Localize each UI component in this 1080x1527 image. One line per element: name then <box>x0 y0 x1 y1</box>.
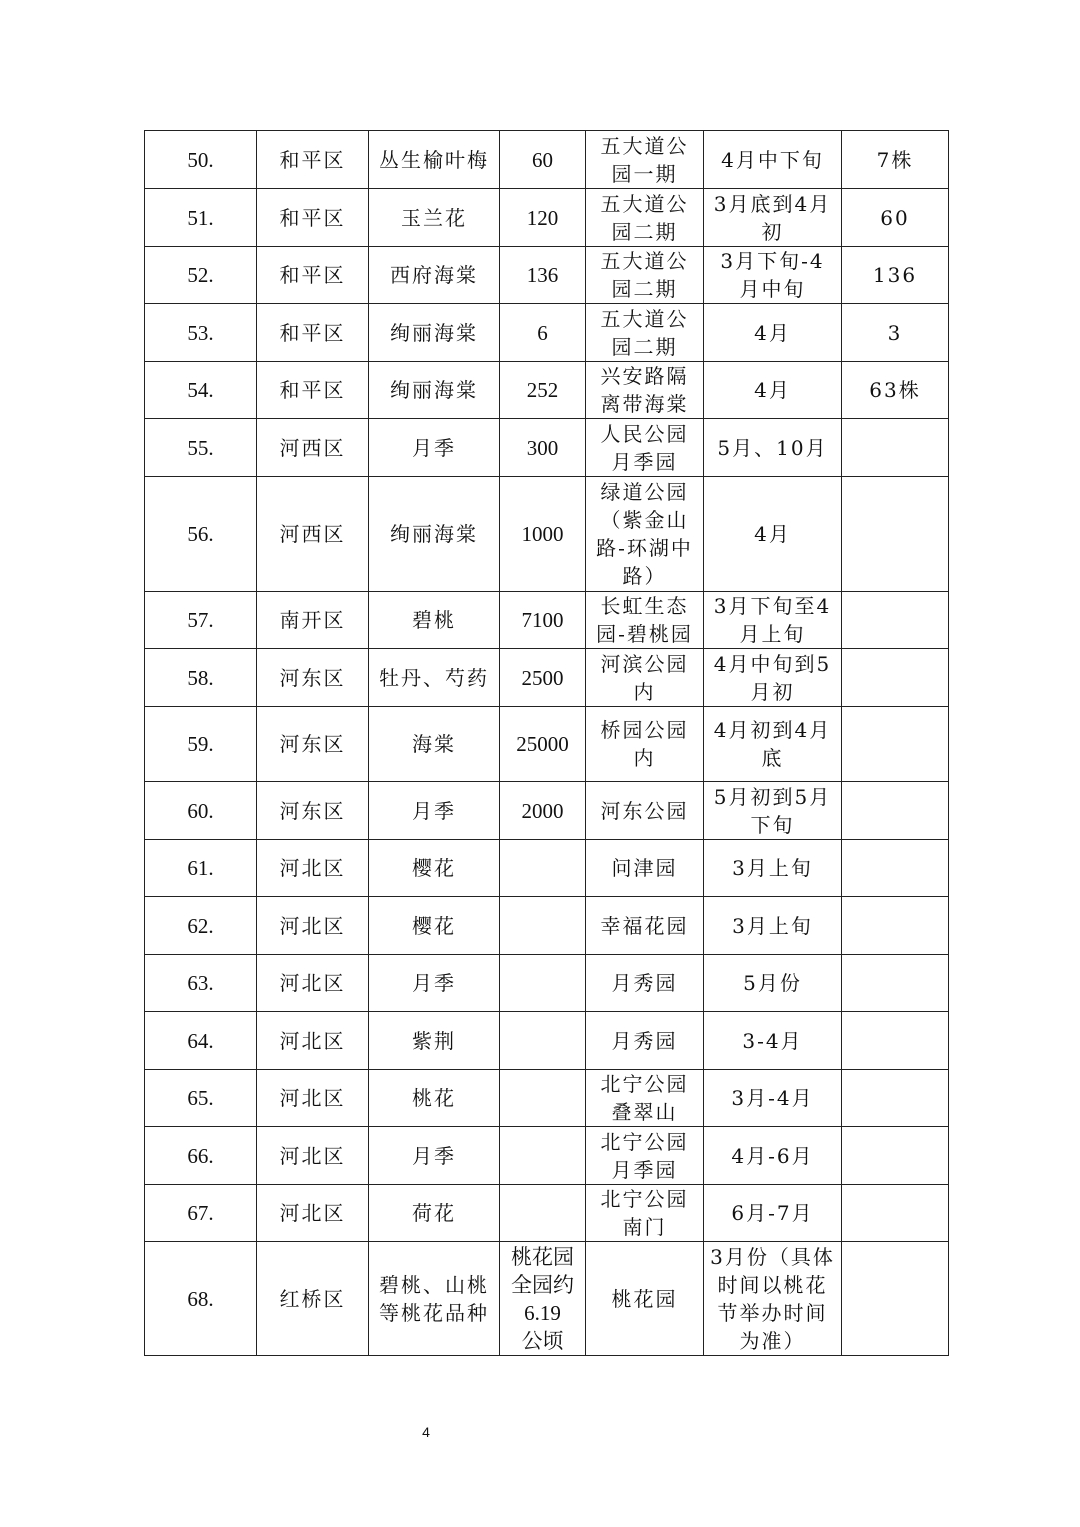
cell-note <box>842 1242 949 1356</box>
cell-qty <box>500 840 586 897</box>
cell-period: 3月上旬 <box>704 897 842 955</box>
cell-period: 3月-4月 <box>704 1070 842 1127</box>
cell-note <box>842 649 949 707</box>
table-row <box>145 840 949 897</box>
cell-no: 67. <box>145 1185 257 1242</box>
cell-location: 长虹生态 园-碧桃园 <box>586 592 704 649</box>
cell-district: 河北区 <box>257 897 369 955</box>
table-row <box>145 955 949 1012</box>
cell-location: 兴安路隔 离带海棠 <box>586 362 704 419</box>
cell-note <box>842 1127 949 1185</box>
cell-note <box>842 707 949 782</box>
cell-flower: 牡丹、芍药 <box>369 649 500 707</box>
cell-location: 五大道公 园二期 <box>586 247 704 304</box>
cell-district: 河东区 <box>257 707 369 782</box>
cell-flower: 樱花 <box>369 897 500 955</box>
cell-flower: 月季 <box>369 419 500 477</box>
cell-location: 五大道公 园二期 <box>586 304 704 362</box>
cell-district: 和平区 <box>257 247 369 304</box>
cell-flower: 紫荆 <box>369 1012 500 1070</box>
cell-period: 4月初到4月 底 <box>704 707 842 782</box>
table-row <box>145 1012 949 1070</box>
cell-district: 河北区 <box>257 955 369 1012</box>
cell-district: 河东区 <box>257 782 369 840</box>
cell-qty: 2500 <box>500 649 586 707</box>
cell-no: 65. <box>145 1070 257 1127</box>
cell-qty: 2000 <box>500 782 586 840</box>
cell-no: 61. <box>145 840 257 897</box>
table-row <box>145 419 949 477</box>
table-row <box>145 247 949 304</box>
table-row <box>145 189 949 247</box>
cell-period: 3月底到4月 初 <box>704 189 842 247</box>
cell-no: 56. <box>145 477 257 592</box>
cell-district: 和平区 <box>257 362 369 419</box>
cell-flower: 樱花 <box>369 840 500 897</box>
cell-district: 河北区 <box>257 840 369 897</box>
cell-note <box>842 955 949 1012</box>
cell-qty: 252 <box>500 362 586 419</box>
cell-no: 62. <box>145 897 257 955</box>
cell-flower: 西府海棠 <box>369 247 500 304</box>
cell-period: 5月、10月 <box>704 419 842 477</box>
page-number: 4 <box>422 1424 430 1440</box>
cell-qty: 6 <box>500 304 586 362</box>
cell-qty: 桃花园 全园约 6.19 公顷 <box>500 1242 586 1356</box>
table-row <box>145 649 949 707</box>
cell-note: 63株 <box>842 362 949 419</box>
cell-qty: 7100 <box>500 592 586 649</box>
cell-district: 河西区 <box>257 477 369 592</box>
cell-district: 河北区 <box>257 1012 369 1070</box>
cell-district: 和平区 <box>257 304 369 362</box>
table-row <box>145 477 949 592</box>
cell-flower: 绚丽海棠 <box>369 304 500 362</box>
cell-period: 6月-7月 <box>704 1185 842 1242</box>
cell-location: 幸福花园 <box>586 897 704 955</box>
table-row <box>145 1070 949 1127</box>
cell-location: 人民公园 月季园 <box>586 419 704 477</box>
cell-note: 60 <box>842 189 949 247</box>
cell-location: 五大道公 园一期 <box>586 131 704 189</box>
cell-qty <box>500 1070 586 1127</box>
cell-location: 五大道公 园二期 <box>586 189 704 247</box>
cell-flower: 碧桃 <box>369 592 500 649</box>
cell-no: 54. <box>145 362 257 419</box>
cell-period: 4月 <box>704 362 842 419</box>
cell-no: 53. <box>145 304 257 362</box>
cell-qty <box>500 1127 586 1185</box>
cell-location: 河滨公园 内 <box>586 649 704 707</box>
table-row <box>145 1242 949 1356</box>
cell-location: 月秀园 <box>586 955 704 1012</box>
cell-qty: 136 <box>500 247 586 304</box>
cell-flower: 桃花 <box>369 1070 500 1127</box>
cell-period: 5月份 <box>704 955 842 1012</box>
cell-no: 55. <box>145 419 257 477</box>
cell-no: 52. <box>145 247 257 304</box>
cell-period: 4月 <box>704 477 842 592</box>
cell-location: 桥园公园 内 <box>586 707 704 782</box>
cell-district: 河北区 <box>257 1070 369 1127</box>
cell-location: 绿道公园 （紫金山 路-环湖中 路） <box>586 477 704 592</box>
cell-no: 63. <box>145 955 257 1012</box>
cell-qty: 60 <box>500 131 586 189</box>
cell-note <box>842 782 949 840</box>
cell-flower: 绚丽海棠 <box>369 362 500 419</box>
cell-district: 和平区 <box>257 189 369 247</box>
cell-period: 3-4月 <box>704 1012 842 1070</box>
cell-location: 桃花园 <box>586 1242 704 1356</box>
table-row <box>145 782 949 840</box>
cell-period: 4月 <box>704 304 842 362</box>
cell-location: 月秀园 <box>586 1012 704 1070</box>
cell-qty: 300 <box>500 419 586 477</box>
cell-flower: 碧桃、山桃 等桃花品种 <box>369 1242 500 1356</box>
cell-flower: 海棠 <box>369 707 500 782</box>
cell-qty <box>500 1185 586 1242</box>
table-row <box>145 1127 949 1185</box>
cell-flower: 月季 <box>369 1127 500 1185</box>
cell-flower: 荷花 <box>369 1185 500 1242</box>
cell-period: 3月下旬-4 月中旬 <box>704 247 842 304</box>
cell-note <box>842 897 949 955</box>
cell-note: 136 <box>842 247 949 304</box>
table-row <box>145 362 949 419</box>
cell-district: 红桥区 <box>257 1242 369 1356</box>
cell-no: 66. <box>145 1127 257 1185</box>
cell-no: 59. <box>145 707 257 782</box>
cell-period: 4月中旬到5 月初 <box>704 649 842 707</box>
cell-no: 51. <box>145 189 257 247</box>
table-row <box>145 897 949 955</box>
table-row <box>145 1185 949 1242</box>
table-row <box>145 592 949 649</box>
table-row <box>145 131 949 189</box>
cell-location: 河东公园 <box>586 782 704 840</box>
cell-district: 河西区 <box>257 419 369 477</box>
cell-district: 河北区 <box>257 1127 369 1185</box>
cell-qty <box>500 955 586 1012</box>
cell-note <box>842 840 949 897</box>
cell-flower: 月季 <box>369 782 500 840</box>
cell-note <box>842 1070 949 1127</box>
cell-no: 50. <box>145 131 257 189</box>
cell-no: 64. <box>145 1012 257 1070</box>
cell-no: 60. <box>145 782 257 840</box>
cell-note <box>842 477 949 592</box>
cell-note <box>842 1012 949 1070</box>
cell-qty <box>500 1012 586 1070</box>
cell-qty: 120 <box>500 189 586 247</box>
cell-qty: 1000 <box>500 477 586 592</box>
cell-flower: 绚丽海棠 <box>369 477 500 592</box>
cell-note: 3 <box>842 304 949 362</box>
cell-no: 57. <box>145 592 257 649</box>
cell-note: 7株 <box>842 131 949 189</box>
cell-flower: 玉兰花 <box>369 189 500 247</box>
cell-period: 3月上旬 <box>704 840 842 897</box>
flower-table <box>144 130 949 1356</box>
cell-location: 问津园 <box>586 840 704 897</box>
cell-no: 58. <box>145 649 257 707</box>
cell-qty <box>500 897 586 955</box>
cell-location: 北宁公园 月季园 <box>586 1127 704 1185</box>
cell-note <box>842 1185 949 1242</box>
cell-note <box>842 592 949 649</box>
table-row <box>145 304 949 362</box>
cell-period: 5月初到5月 下旬 <box>704 782 842 840</box>
cell-district: 和平区 <box>257 131 369 189</box>
cell-district: 河东区 <box>257 649 369 707</box>
table-row <box>145 707 949 782</box>
cell-period: 3月下旬至4 月上旬 <box>704 592 842 649</box>
cell-location: 北宁公园 叠翠山 <box>586 1070 704 1127</box>
cell-no: 68. <box>145 1242 257 1356</box>
cell-note <box>842 419 949 477</box>
cell-qty: 25000 <box>500 707 586 782</box>
cell-period: 4月-6月 <box>704 1127 842 1185</box>
cell-district: 河北区 <box>257 1185 369 1242</box>
cell-flower: 丛生榆叶梅 <box>369 131 500 189</box>
cell-flower: 月季 <box>369 955 500 1012</box>
cell-location: 北宁公园 南门 <box>586 1185 704 1242</box>
cell-period: 4月中下旬 <box>704 131 842 189</box>
cell-district: 南开区 <box>257 592 369 649</box>
cell-period: 3月份（具体 时间以桃花 节举办时间 为准） <box>704 1242 842 1356</box>
